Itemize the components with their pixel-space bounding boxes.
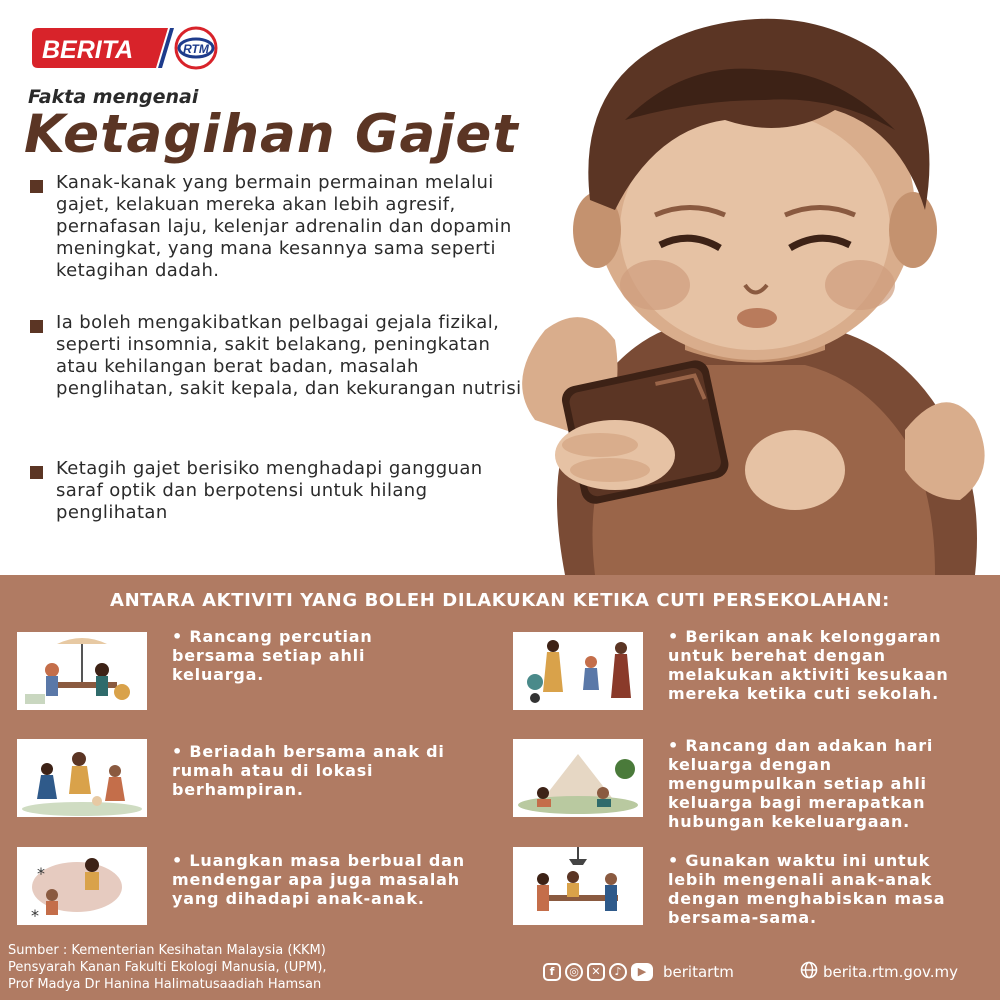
logo-text: BERITA: [42, 36, 134, 64]
instagram-icon[interactable]: ◎: [565, 963, 583, 981]
family-conversation-illustration: [17, 847, 147, 925]
bullet-square-icon: [30, 180, 43, 193]
activity-text: • Luangkan masa berbual dan mendengar apa juga masalah yang dihadapi anak-anak.: [172, 851, 465, 908]
activity-text: • Berikan anak kelonggaran untuk berehat dengan melakukan aktiviti kesukaan mereka ketika cuti sekolah.: [668, 627, 949, 703]
fact-text: Kanak-kanak yang bermain permainan melalui gajet, kelakuan mereka akan lebih agresif, pernafasan laju, kelenjar adrenalin dan dopamin meningkat, yang mana kesannya sama seperti ketagihan dadah.: [56, 172, 512, 281]
facebook-icon[interactable]: f: [543, 963, 561, 981]
source-line: Prof Madya Dr Hanina Halimatusaadiah Hamsan: [8, 977, 322, 992]
tiktok-icon[interactable]: ♪: [609, 963, 627, 981]
youtube-icon[interactable]: ▶: [631, 963, 653, 981]
website-link[interactable]: [800, 961, 958, 983]
x-icon[interactable]: ✕: [587, 963, 605, 981]
family-outdoor-play-illustration: [17, 739, 147, 817]
social-links: [543, 961, 734, 983]
website-url[interactable]: berita.rtm.gov.my: [823, 963, 959, 981]
berita-rtm-logo: [28, 26, 222, 70]
bullet-square-icon: [30, 466, 43, 479]
fact-text: Ketagih gajet berisiko menghadapi gangguan saraf optik dan berpotensi untuk hilang penglihatan: [56, 458, 483, 523]
svg-text:*: *: [37, 864, 45, 883]
child-with-phone-illustration: [505, 0, 1000, 575]
logo-sub-text: RTM: [183, 42, 209, 56]
source-line: Sumber : Kementerian Kesihatan Malaysia (KKM): [8, 943, 326, 958]
activity-text: • Beriadah bersama anak di rumah atau di lokasi berhampiran.: [172, 742, 445, 799]
bullet-square-icon: [30, 320, 43, 333]
social-handle[interactable]: beritartm: [663, 963, 734, 981]
family-vacation-illustration: [17, 632, 147, 710]
source-credits: [8, 942, 327, 993]
svg-text:*: *: [31, 906, 39, 925]
family-rest-activity-illustration: [513, 632, 643, 710]
activities-panel: [0, 575, 1000, 1000]
family-day-picnic-illustration: [513, 739, 643, 817]
activities-heading: ANTARA AKTIVITI YANG BOLEH DILAKUKAN KETIKA CUTI PERSEKOLAHAN:: [110, 590, 890, 611]
source-line: Pensyarah Kanan Fakulti Ekologi Manusia, (UPM),: [8, 960, 327, 975]
activity-text: • Gunakan waktu ini untuk lebih mengenali anak-anak dengan menghabiskan masa bersama-sama.: [668, 851, 946, 927]
activity-text: • Rancang percutian bersama setiap ahli keluarga.: [172, 627, 373, 684]
activity-text: • Rancang dan adakan hari keluarga dengan mengumpulkan setiap ahli keluarga bagi merapatkan hubungan kekeluargaan.: [668, 736, 934, 831]
family-dinner-illustration: [513, 847, 643, 925]
globe-icon: [800, 961, 818, 983]
fact-text: Ia boleh mengakibatkan pelbagai gejala fizikal, seperti insomnia, sakit belakang, peningkatan atau kehilangan berat badan, masalah penglihatan, sakit kepala, dan kekurangan nutrisi: [56, 312, 522, 399]
subtitle: Fakta mengenai: [28, 86, 199, 108]
page-title: Ketagihan Gajet: [24, 104, 519, 165]
